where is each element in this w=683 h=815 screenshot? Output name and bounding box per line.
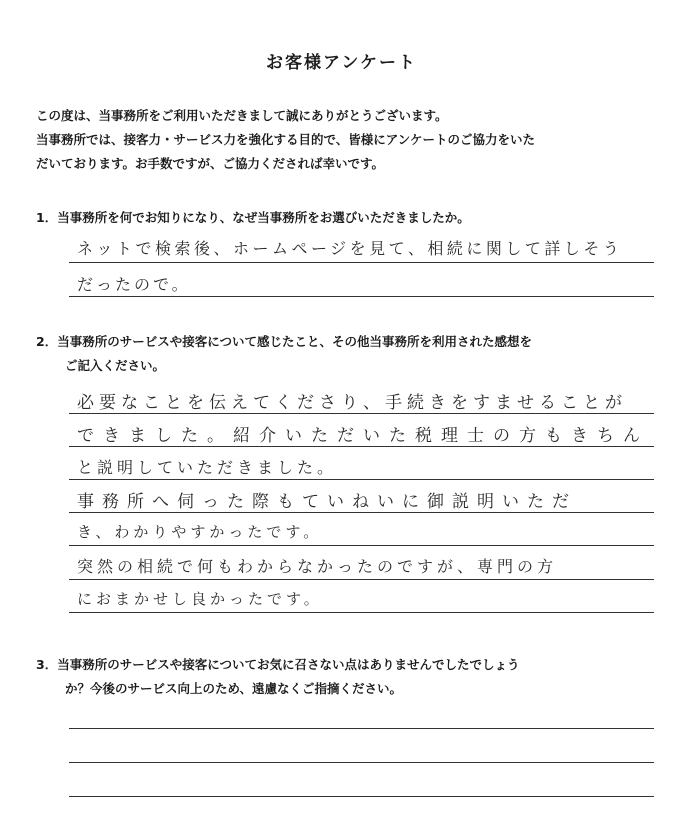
answer-rule (69, 612, 654, 613)
question-2 (36, 330, 676, 378)
answer-line: と説明していただきました。 (77, 458, 338, 477)
answer-line: だったので。 (77, 275, 191, 294)
question-1 (36, 206, 676, 230)
question-text: 2．当事務所のサービスや接客について感じたこと、その他当事務所を利用された感想を (36, 334, 532, 349)
answer-rule (69, 762, 654, 763)
question-text: か？今後のサービス向上のため、遠慮なくご指摘ください。 (65, 681, 403, 696)
answer-line: 事務所へ伺った際もていねいに御説明いただ (77, 492, 577, 512)
answer-rule (69, 479, 654, 480)
answer-rule (69, 796, 654, 797)
answer-line: き、わかりやすかったです。 (77, 523, 323, 541)
intro-line: この度は、当事務所をご利用いただきまして誠にありがとうございます。 (36, 108, 448, 123)
intro-text (36, 104, 666, 176)
intro-line: 当事務所では、接客力・サービス力を強化する目的で、皆様にアンケートのご協力をいた (36, 132, 536, 147)
question-3 (36, 653, 676, 701)
page-title: お客様アンケート (266, 53, 417, 73)
answer-rule (69, 579, 654, 580)
answer-rule (69, 413, 654, 414)
question-text: 3．当事務所のサービスや接客についてお気に召さない点はありませんでしたでしょう (36, 657, 520, 672)
answer-line: ネットで検索後、ホームページを見て、相続に関して詳しそう (77, 239, 623, 258)
intro-line: だいております。お手数ですが、ご協力くだされば幸いです。 (36, 156, 385, 171)
answer-line: におまかせし良かったです。 (77, 590, 323, 608)
question-text: 1．当事務所を何でお知りになり、なぜ当事務所をお選びいただきましたか。 (36, 210, 470, 225)
answer-rule (69, 446, 654, 447)
answer-line: 突然の相続で何もわからなかったのですが、専門の方 (77, 557, 558, 576)
answer-rule (69, 512, 654, 513)
answer-rule (69, 296, 654, 297)
answer-line: できました。紹介いただいた税理士の方もきちん (77, 426, 649, 446)
answer-line: 必要なことを伝えてくださり、手続きをすませることが (77, 393, 627, 413)
answer-rule (69, 262, 654, 263)
question-text: ご記入ください。 (65, 358, 166, 373)
answer-rule (69, 545, 654, 546)
answer-rule (69, 728, 654, 729)
